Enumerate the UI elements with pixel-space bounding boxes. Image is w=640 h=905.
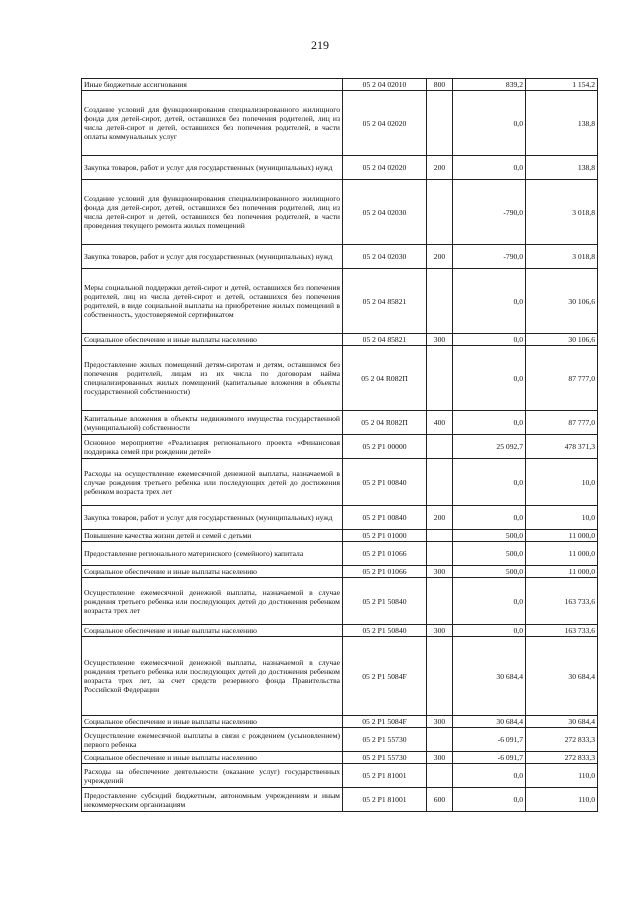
row-name-cell: Социальное обеспечение и иные выплаты населению (82, 716, 343, 728)
row-amount-change-cell: -790,0 (453, 180, 526, 245)
row-code-cell: 05 2 04 85821 (343, 269, 427, 334)
row-type-cell: 800 (427, 79, 453, 91)
row-amount-change-cell: 500,0 (453, 530, 526, 542)
table-row (82, 578, 598, 625)
row-code-cell: 05 2 P1 50840 (343, 578, 427, 625)
row-type-cell: 200 (427, 156, 453, 180)
row-type-cell: 300 (427, 716, 453, 728)
row-code-cell: 05 2 P1 01066 (343, 566, 427, 578)
row-name-cell: Предоставление субсидий бюджетным, автономным учреждениям и иным некоммерческим организациям (82, 788, 343, 812)
row-name-cell: Закупка товаров, работ и услуг для государственных (муниципальных) нужд (82, 156, 343, 180)
row-code-cell: 05 2 P1 01066 (343, 542, 427, 566)
row-type-cell: 300 (427, 566, 453, 578)
row-amount-total-cell: 110,0 (526, 788, 598, 812)
row-amount-total-cell: 11 000,0 (526, 566, 598, 578)
row-type-cell (427, 459, 453, 506)
row-name-cell: Закупка товаров, работ и услуг для государственных (муниципальных) нужд (82, 245, 343, 269)
row-code-cell: 05 2 P1 81001 (343, 764, 427, 788)
row-amount-change-cell: 500,0 (453, 542, 526, 566)
row-amount-change-cell: 0,0 (453, 506, 526, 530)
row-type-cell: 300 (427, 334, 453, 346)
row-amount-total-cell: 163 733,6 (526, 625, 598, 637)
table-row (82, 156, 598, 180)
row-type-cell (427, 637, 453, 716)
table-row (82, 79, 598, 91)
row-code-cell: 05 2 P1 55730 (343, 728, 427, 752)
row-type-cell (427, 91, 453, 156)
row-amount-total-cell: 163 733,6 (526, 578, 598, 625)
row-amount-change-cell: 0,0 (453, 625, 526, 637)
row-code-cell: 05 2 04 R082П (343, 411, 427, 435)
row-name-cell: Основное мероприятие «Реализация регионального проекта «Финансовая поддержка семей при рождении детей» (82, 435, 343, 459)
row-type-cell: 400 (427, 411, 453, 435)
page-number: 219 (311, 38, 329, 52)
table-row (82, 625, 598, 637)
row-type-cell (427, 269, 453, 334)
row-amount-total-cell: 138,8 (526, 156, 598, 180)
row-type-cell (427, 180, 453, 245)
table-row (82, 728, 598, 752)
row-type-cell: 200 (427, 245, 453, 269)
row-amount-change-cell: 0,0 (453, 788, 526, 812)
table-row (82, 542, 598, 566)
row-amount-change-cell: 0,0 (453, 411, 526, 435)
row-amount-change-cell: -6 091,7 (453, 728, 526, 752)
row-amount-change-cell: 500,0 (453, 566, 526, 578)
row-name-cell: Расходы на обеспечение деятельности (оказание услуг) государственных учреждений (82, 764, 343, 788)
table-row (82, 91, 598, 156)
row-amount-change-cell: 25 092,7 (453, 435, 526, 459)
row-amount-total-cell: 30 684,4 (526, 637, 598, 716)
row-type-cell (427, 542, 453, 566)
row-amount-change-cell: -6 091,7 (453, 752, 526, 764)
row-name-cell: Социальное обеспечение и иные выплаты населению (82, 566, 343, 578)
row-name-cell: Социальное обеспечение и иные выплаты населению (82, 625, 343, 637)
row-type-cell (427, 530, 453, 542)
row-amount-total-cell: 478 371,3 (526, 435, 598, 459)
row-amount-change-cell: 0,0 (453, 764, 526, 788)
row-name-cell: Осуществление ежемесячной выплаты в связи с рождением (усыновлением) первого ребенка (82, 728, 343, 752)
row-amount-total-cell: 10,0 (526, 459, 598, 506)
row-type-cell: 200 (427, 506, 453, 530)
table-row (82, 637, 598, 716)
row-name-cell: Социальное обеспечение и иные выплаты населению (82, 334, 343, 346)
row-code-cell: 05 2 P1 55730 (343, 752, 427, 764)
row-amount-total-cell: 1 154,2 (526, 79, 598, 91)
table-row (82, 752, 598, 764)
row-code-cell: 05 2 P1 5084F (343, 716, 427, 728)
row-amount-change-cell: 839,2 (453, 79, 526, 91)
row-amount-total-cell: 3 018,8 (526, 180, 598, 245)
row-code-cell: 05 2 P1 00000 (343, 435, 427, 459)
table-row (82, 245, 598, 269)
row-name-cell: Иные бюджетные ассигнования (82, 79, 343, 91)
row-type-cell (427, 346, 453, 411)
table-row (82, 716, 598, 728)
table-row (82, 506, 598, 530)
row-name-cell: Предоставление регионального материнского (семейного) капитала (82, 542, 343, 566)
row-code-cell: 05 2 04 85821 (343, 334, 427, 346)
row-name-cell: Создание условий для функционирования специализированного жилищного фонда для детей-сирот, детей, оставшихся без попечения родителей, лиц из числа детей-сирот и детей, оставшихся без попечения родителей, в части проведения текущего ремонта жилых помещений (82, 180, 343, 245)
row-amount-total-cell: 10,0 (526, 506, 598, 530)
row-name-cell: Осуществление ежемесячной денежной выплаты, назначаемой в случае рождения третьего ребенка или последующих детей до достижения ребенком возраста трех лет (82, 578, 343, 625)
row-type-cell (427, 728, 453, 752)
row-code-cell: 05 2 P1 50840 (343, 625, 427, 637)
row-code-cell: 05 2 P1 81001 (343, 788, 427, 812)
row-code-cell: 05 2 04 02030 (343, 180, 427, 245)
row-amount-change-cell: 30 684,4 (453, 637, 526, 716)
budget-table-body (82, 79, 598, 812)
row-name-cell: Осуществление ежемесячной денежной выплаты, назначаемой в случае рождения третьего ребенка или последующих детей до достижения ребенком возраста трех лет, за счет средств резервного фонда Правительства Российской Федерации (82, 637, 343, 716)
row-amount-change-cell: 0,0 (453, 156, 526, 180)
row-code-cell: 05 2 P1 01000 (343, 530, 427, 542)
row-amount-change-cell: 0,0 (453, 334, 526, 346)
table-row (82, 764, 598, 788)
row-code-cell: 05 2 04 R082П (343, 346, 427, 411)
row-amount-change-cell: -790,0 (453, 245, 526, 269)
row-name-cell: Капитальные вложения в объекты недвижимого имущества государственной (муниципальной) собственности (82, 411, 343, 435)
row-name-cell: Предоставление жилых помещений детям-сиротам и детям, оставшимся без попечения родителей, лицам из их числа по договорам найма специализированных жилых помещений (капитальные вложения в объекты государственной собственности) (82, 346, 343, 411)
row-amount-total-cell: 87 777,0 (526, 411, 598, 435)
row-amount-total-cell: 87 777,0 (526, 346, 598, 411)
row-code-cell: 05 2 P1 00840 (343, 459, 427, 506)
row-code-cell: 05 2 04 02020 (343, 91, 427, 156)
table-row (82, 566, 598, 578)
budget-table (81, 78, 598, 812)
row-amount-change-cell: 0,0 (453, 459, 526, 506)
row-amount-change-cell: 30 684,4 (453, 716, 526, 728)
row-name-cell: Социальное обеспечение и иные выплаты населению (82, 752, 343, 764)
row-amount-total-cell: 272 833,3 (526, 752, 598, 764)
table-row (82, 180, 598, 245)
row-amount-total-cell: 30 684,4 (526, 716, 598, 728)
row-amount-total-cell: 138,8 (526, 91, 598, 156)
row-type-cell (427, 764, 453, 788)
row-code-cell: 05 2 04 02020 (343, 156, 427, 180)
row-name-cell: Расходы на осуществление ежемесячной денежной выплаты, назначаемой в случае рождения третьего ребенка или последующих детей до достижения ребенком возраста трех лет (82, 459, 343, 506)
row-type-cell: 300 (427, 752, 453, 764)
row-code-cell: 05 2 04 02030 (343, 245, 427, 269)
row-amount-total-cell: 3 018,8 (526, 245, 598, 269)
table-row (82, 788, 598, 812)
row-amount-total-cell: 11 000,0 (526, 530, 598, 542)
table-row (82, 411, 598, 435)
row-amount-total-cell: 272 833,3 (526, 728, 598, 752)
table-row (82, 459, 598, 506)
row-type-cell (427, 578, 453, 625)
row-type-cell: 600 (427, 788, 453, 812)
row-amount-change-cell: 0,0 (453, 578, 526, 625)
table-row (82, 530, 598, 542)
row-amount-change-cell: 0,0 (453, 269, 526, 334)
row-name-cell: Меры социальной поддержки детей-сирот и детей, оставшихся без попечения родителей, лиц из числа детей-сирот и детей, оставшихся без попечения родителей, в виде социальной выплаты на приобретение жилых помещений в собственность, удостоверяемой сертификатом (82, 269, 343, 334)
row-type-cell: 300 (427, 625, 453, 637)
row-type-cell (427, 435, 453, 459)
row-name-cell: Создание условий для функционирования специализированного жилищного фонда для детей-сирот, детей, оставшихся без попечения родителей, лиц из числа детей-сирот и детей, оставшихся без попечения родителей, в части оплаты коммунальных услуг (82, 91, 343, 156)
table-row (82, 269, 598, 334)
row-amount-total-cell: 110,0 (526, 764, 598, 788)
row-amount-change-cell: 0,0 (453, 346, 526, 411)
row-code-cell: 05 2 P1 5084F (343, 637, 427, 716)
table-row (82, 435, 598, 459)
row-name-cell: Закупка товаров, работ и услуг для государственных (муниципальных) нужд (82, 506, 343, 530)
row-code-cell: 05 2 04 02010 (343, 79, 427, 91)
row-amount-change-cell: 0,0 (453, 91, 526, 156)
table-row (82, 346, 598, 411)
row-amount-total-cell: 30 106,6 (526, 269, 598, 334)
row-code-cell: 05 2 P1 00840 (343, 506, 427, 530)
row-name-cell: Повышение качества жизни детей и семей с детьми (82, 530, 343, 542)
row-amount-total-cell: 30 106,6 (526, 334, 598, 346)
table-row (82, 334, 598, 346)
row-amount-total-cell: 11 000,0 (526, 542, 598, 566)
